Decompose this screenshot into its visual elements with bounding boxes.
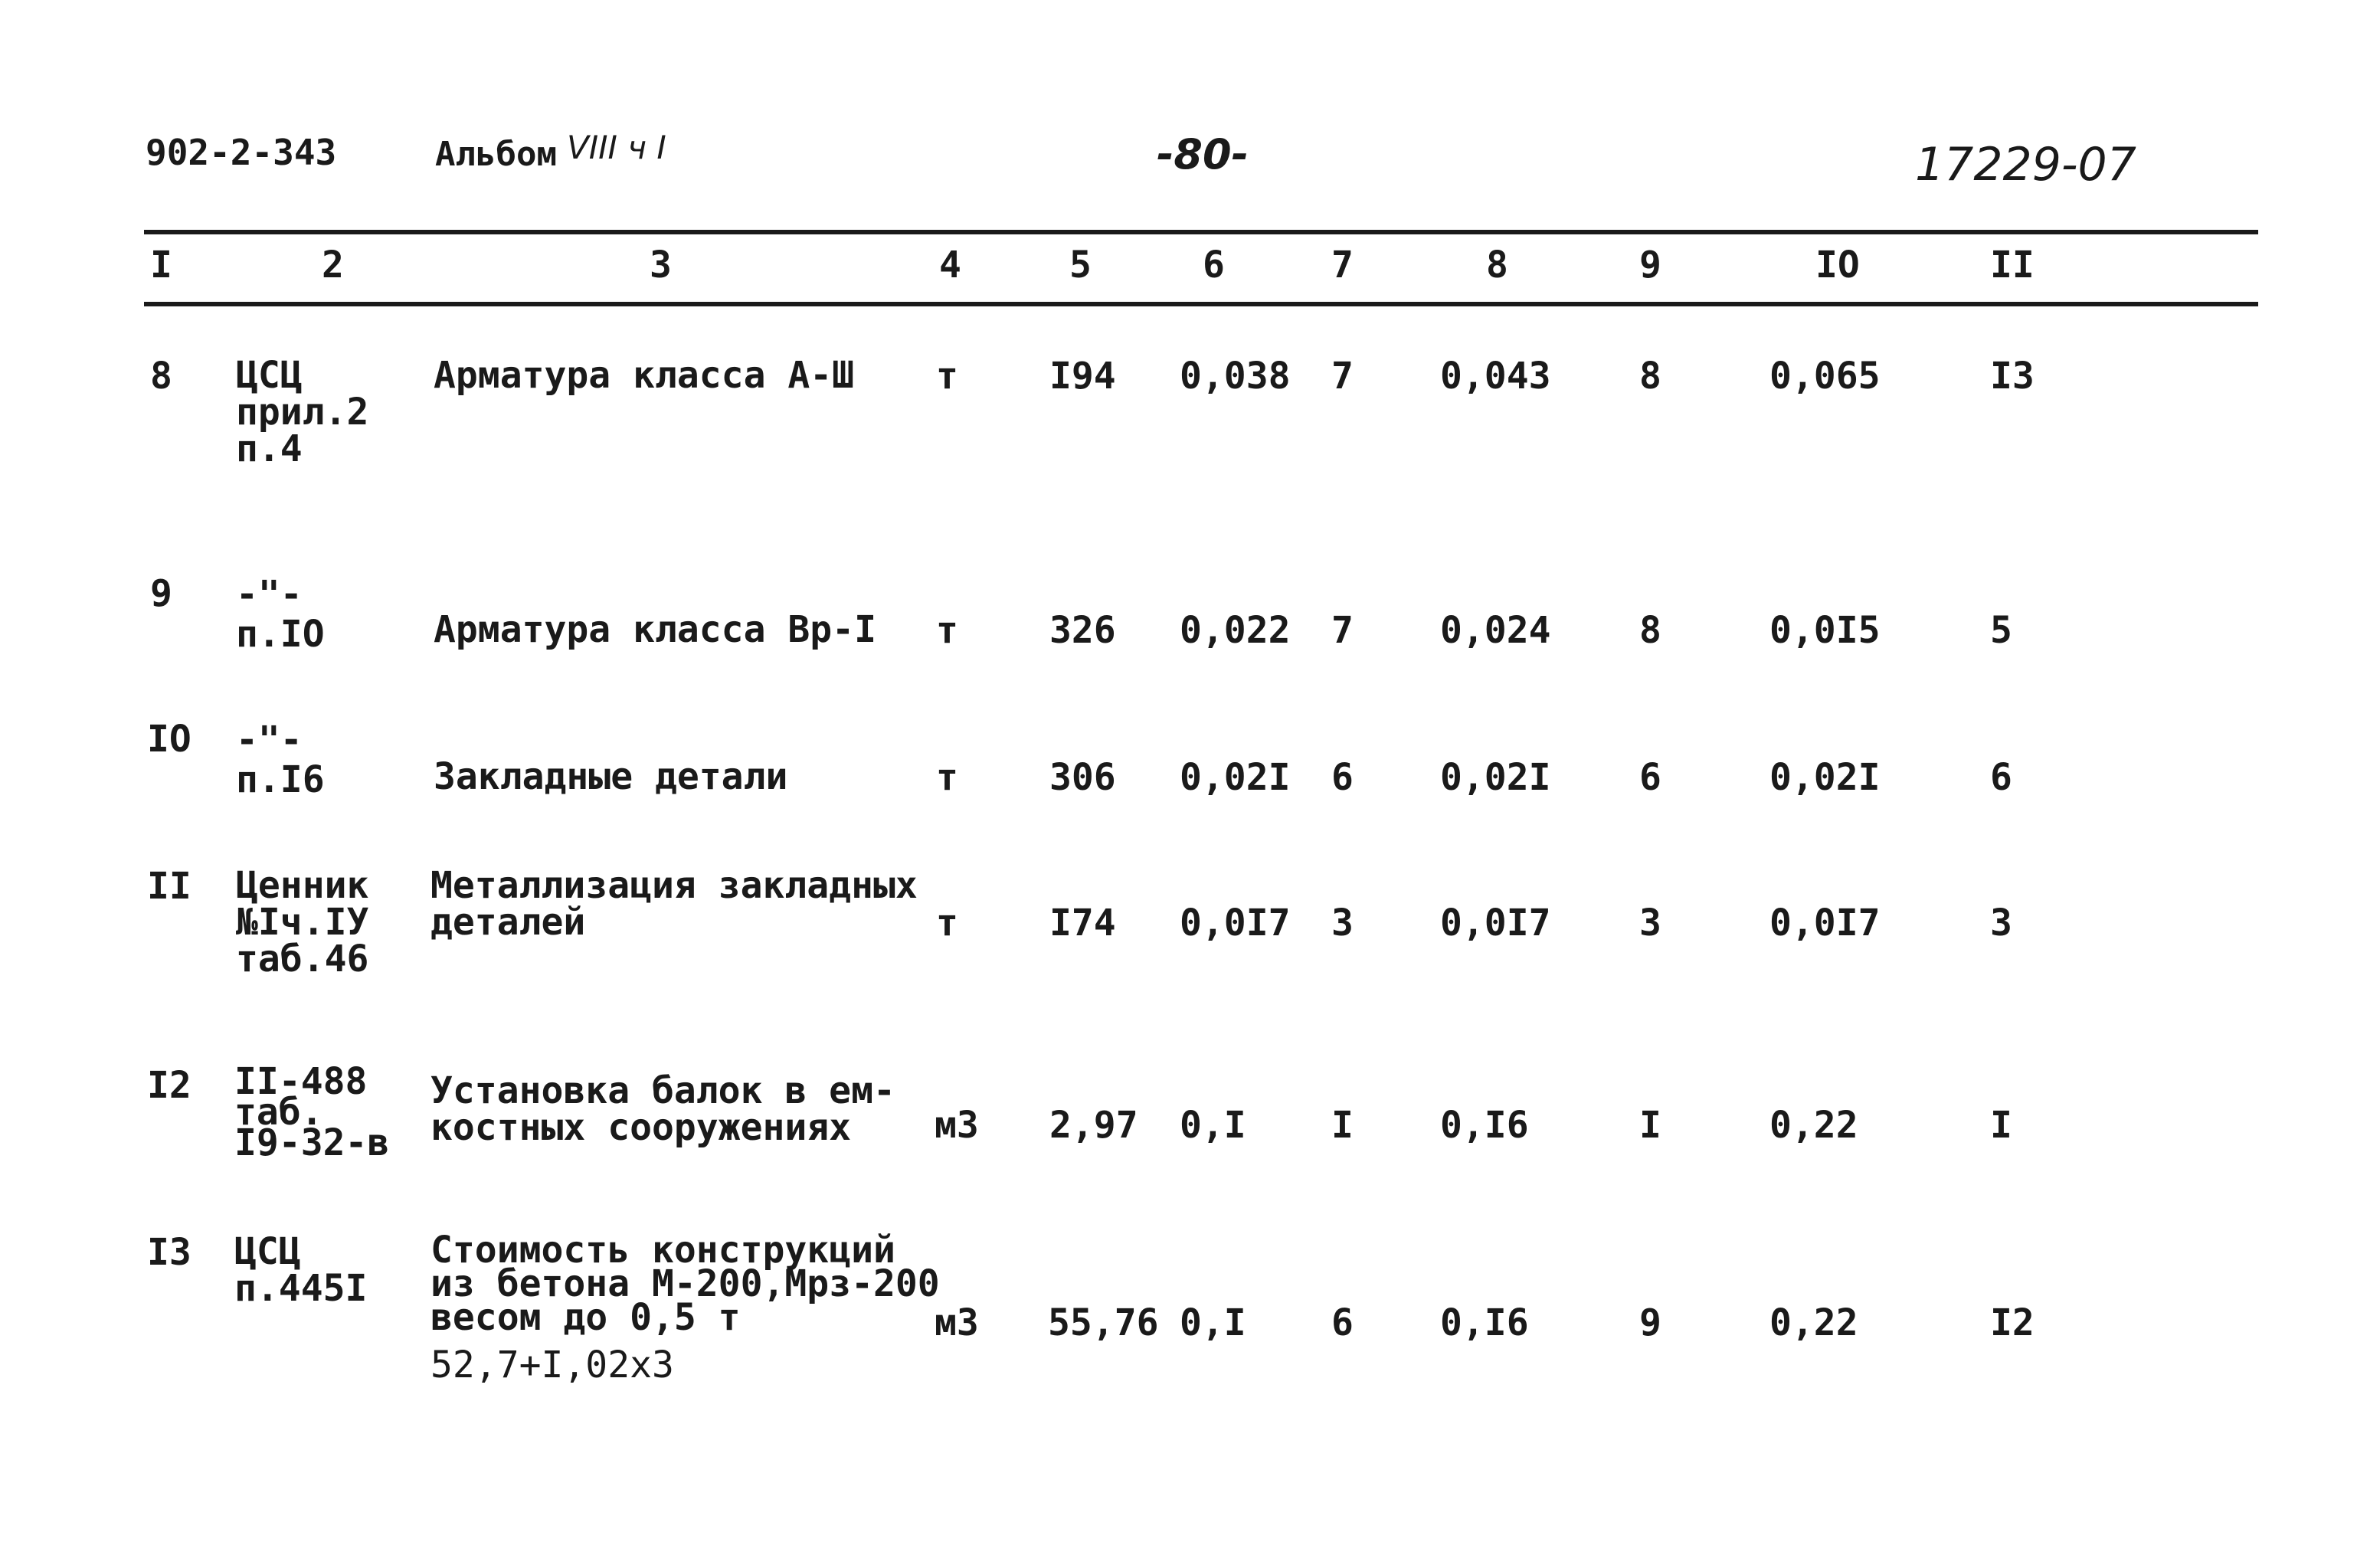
stamp-number: 17229-07: [1915, 138, 2136, 191]
value-col6: 0,038: [1180, 355, 1291, 398]
quantity: I74: [1049, 902, 1116, 944]
column-header: 2: [322, 244, 344, 286]
quantity: 2,97: [1049, 1104, 1138, 1147]
page-number: -80-: [1157, 130, 1249, 178]
value-col9: 6: [1639, 756, 1661, 799]
value-col11: 5: [1990, 609, 2012, 652]
column-header: 6: [1203, 244, 1225, 286]
value-col8: 0,02I: [1440, 756, 1551, 799]
unit: т: [936, 355, 958, 398]
value-col8: 0,0I7: [1440, 902, 1551, 944]
column-header: 4: [939, 244, 961, 286]
value-col6: 0,02I: [1180, 756, 1291, 799]
value-col8: 0,I6: [1440, 1104, 1529, 1147]
value-col7: 6: [1331, 756, 1354, 799]
column-header: 9: [1639, 244, 1661, 286]
column-header: 7: [1331, 244, 1354, 286]
row-number: 8: [150, 355, 172, 398]
value-col9: 8: [1639, 609, 1661, 652]
norm-reference: II-488 таб. I9-32-в: [234, 1060, 390, 1164]
work-description: Установка балок в ем- костных сооружениях: [430, 1069, 895, 1149]
value-col9: 3: [1639, 902, 1661, 944]
document-number: 902-2-343: [146, 132, 337, 173]
value-col11: I3: [1990, 355, 2035, 398]
value-col8: 0,024: [1440, 609, 1551, 652]
unit: м3: [935, 1301, 979, 1344]
value-col8: 0,043: [1440, 355, 1551, 398]
norm-reference: -"- п.IO: [236, 573, 325, 656]
unit: м3: [935, 1104, 979, 1147]
quantity: I94: [1049, 355, 1116, 398]
value-col7: 3: [1331, 902, 1354, 944]
work-description: Арматура класса А-Ш: [434, 354, 855, 397]
row-number: 9: [150, 572, 172, 615]
album-label: Альбом: [435, 135, 557, 174]
value-col7: 6: [1331, 1301, 1354, 1344]
column-header: IO: [1815, 244, 1860, 286]
value-col10: 0,0I7: [1769, 902, 1881, 944]
value-col6: 0,I: [1180, 1301, 1246, 1344]
value-col10: 0,22: [1769, 1104, 1858, 1147]
header-bottom-rule: [144, 302, 2258, 306]
work-description: Металлизация закладных деталей: [430, 864, 918, 944]
row-number: IO: [147, 718, 192, 761]
unit: т: [936, 609, 958, 652]
table-top-rule: [144, 230, 2258, 234]
value-col11: I: [1990, 1104, 2012, 1147]
value-col7: I: [1331, 1104, 1354, 1147]
column-header: 3: [650, 244, 672, 286]
value-col10: 0,0I5: [1769, 609, 1881, 652]
value-col11: 3: [1990, 902, 2012, 944]
row-number: II: [147, 865, 192, 908]
norm-reference: ЦСЦ п.445I: [234, 1230, 368, 1310]
work-description: Арматура класса Вр-I: [434, 608, 876, 651]
value-col9: 8: [1639, 355, 1661, 398]
column-header: I: [150, 244, 172, 286]
value-col10: 0,065: [1769, 355, 1881, 398]
quantity: 306: [1049, 756, 1116, 799]
value-col10: 0,22: [1769, 1301, 1858, 1344]
norm-reference: -"- п.I6: [236, 719, 325, 801]
column-header: II: [1990, 244, 2035, 286]
column-header: 5: [1069, 244, 1092, 286]
column-header: 8: [1486, 244, 1508, 286]
row-number: I3: [147, 1231, 192, 1274]
work-description: Стоимость конструкций из бетона М-200,Мрз-200 весом до 0,5 т 52,7+I,02х3: [430, 1229, 940, 1386]
work-description: Закладные детали: [434, 755, 788, 798]
value-col11: 6: [1990, 756, 2012, 799]
value-col11: I2: [1990, 1301, 2035, 1344]
value-col7: 7: [1331, 355, 1354, 398]
value-col7: 7: [1331, 609, 1354, 652]
value-col6: 0,I: [1180, 1104, 1246, 1147]
row-number: I2: [147, 1064, 192, 1107]
quantity: 326: [1049, 609, 1116, 652]
unit: т: [936, 756, 958, 799]
unit: т: [936, 902, 958, 944]
value-col10: 0,02I: [1769, 756, 1881, 799]
norm-reference: ЦСЦ прил.2 п.4: [236, 354, 369, 470]
value-col6: 0,022: [1180, 609, 1291, 652]
value-col9: 9: [1639, 1301, 1661, 1344]
value-col8: 0,I6: [1440, 1301, 1529, 1344]
quantity: 55,76: [1048, 1301, 1159, 1344]
value-col9: I: [1639, 1104, 1661, 1147]
value-col6: 0,0I7: [1180, 902, 1291, 944]
norm-reference: Ценник №Iч.IУ таб.46: [236, 864, 369, 980]
album-volume: VIII ч I: [567, 129, 666, 166]
